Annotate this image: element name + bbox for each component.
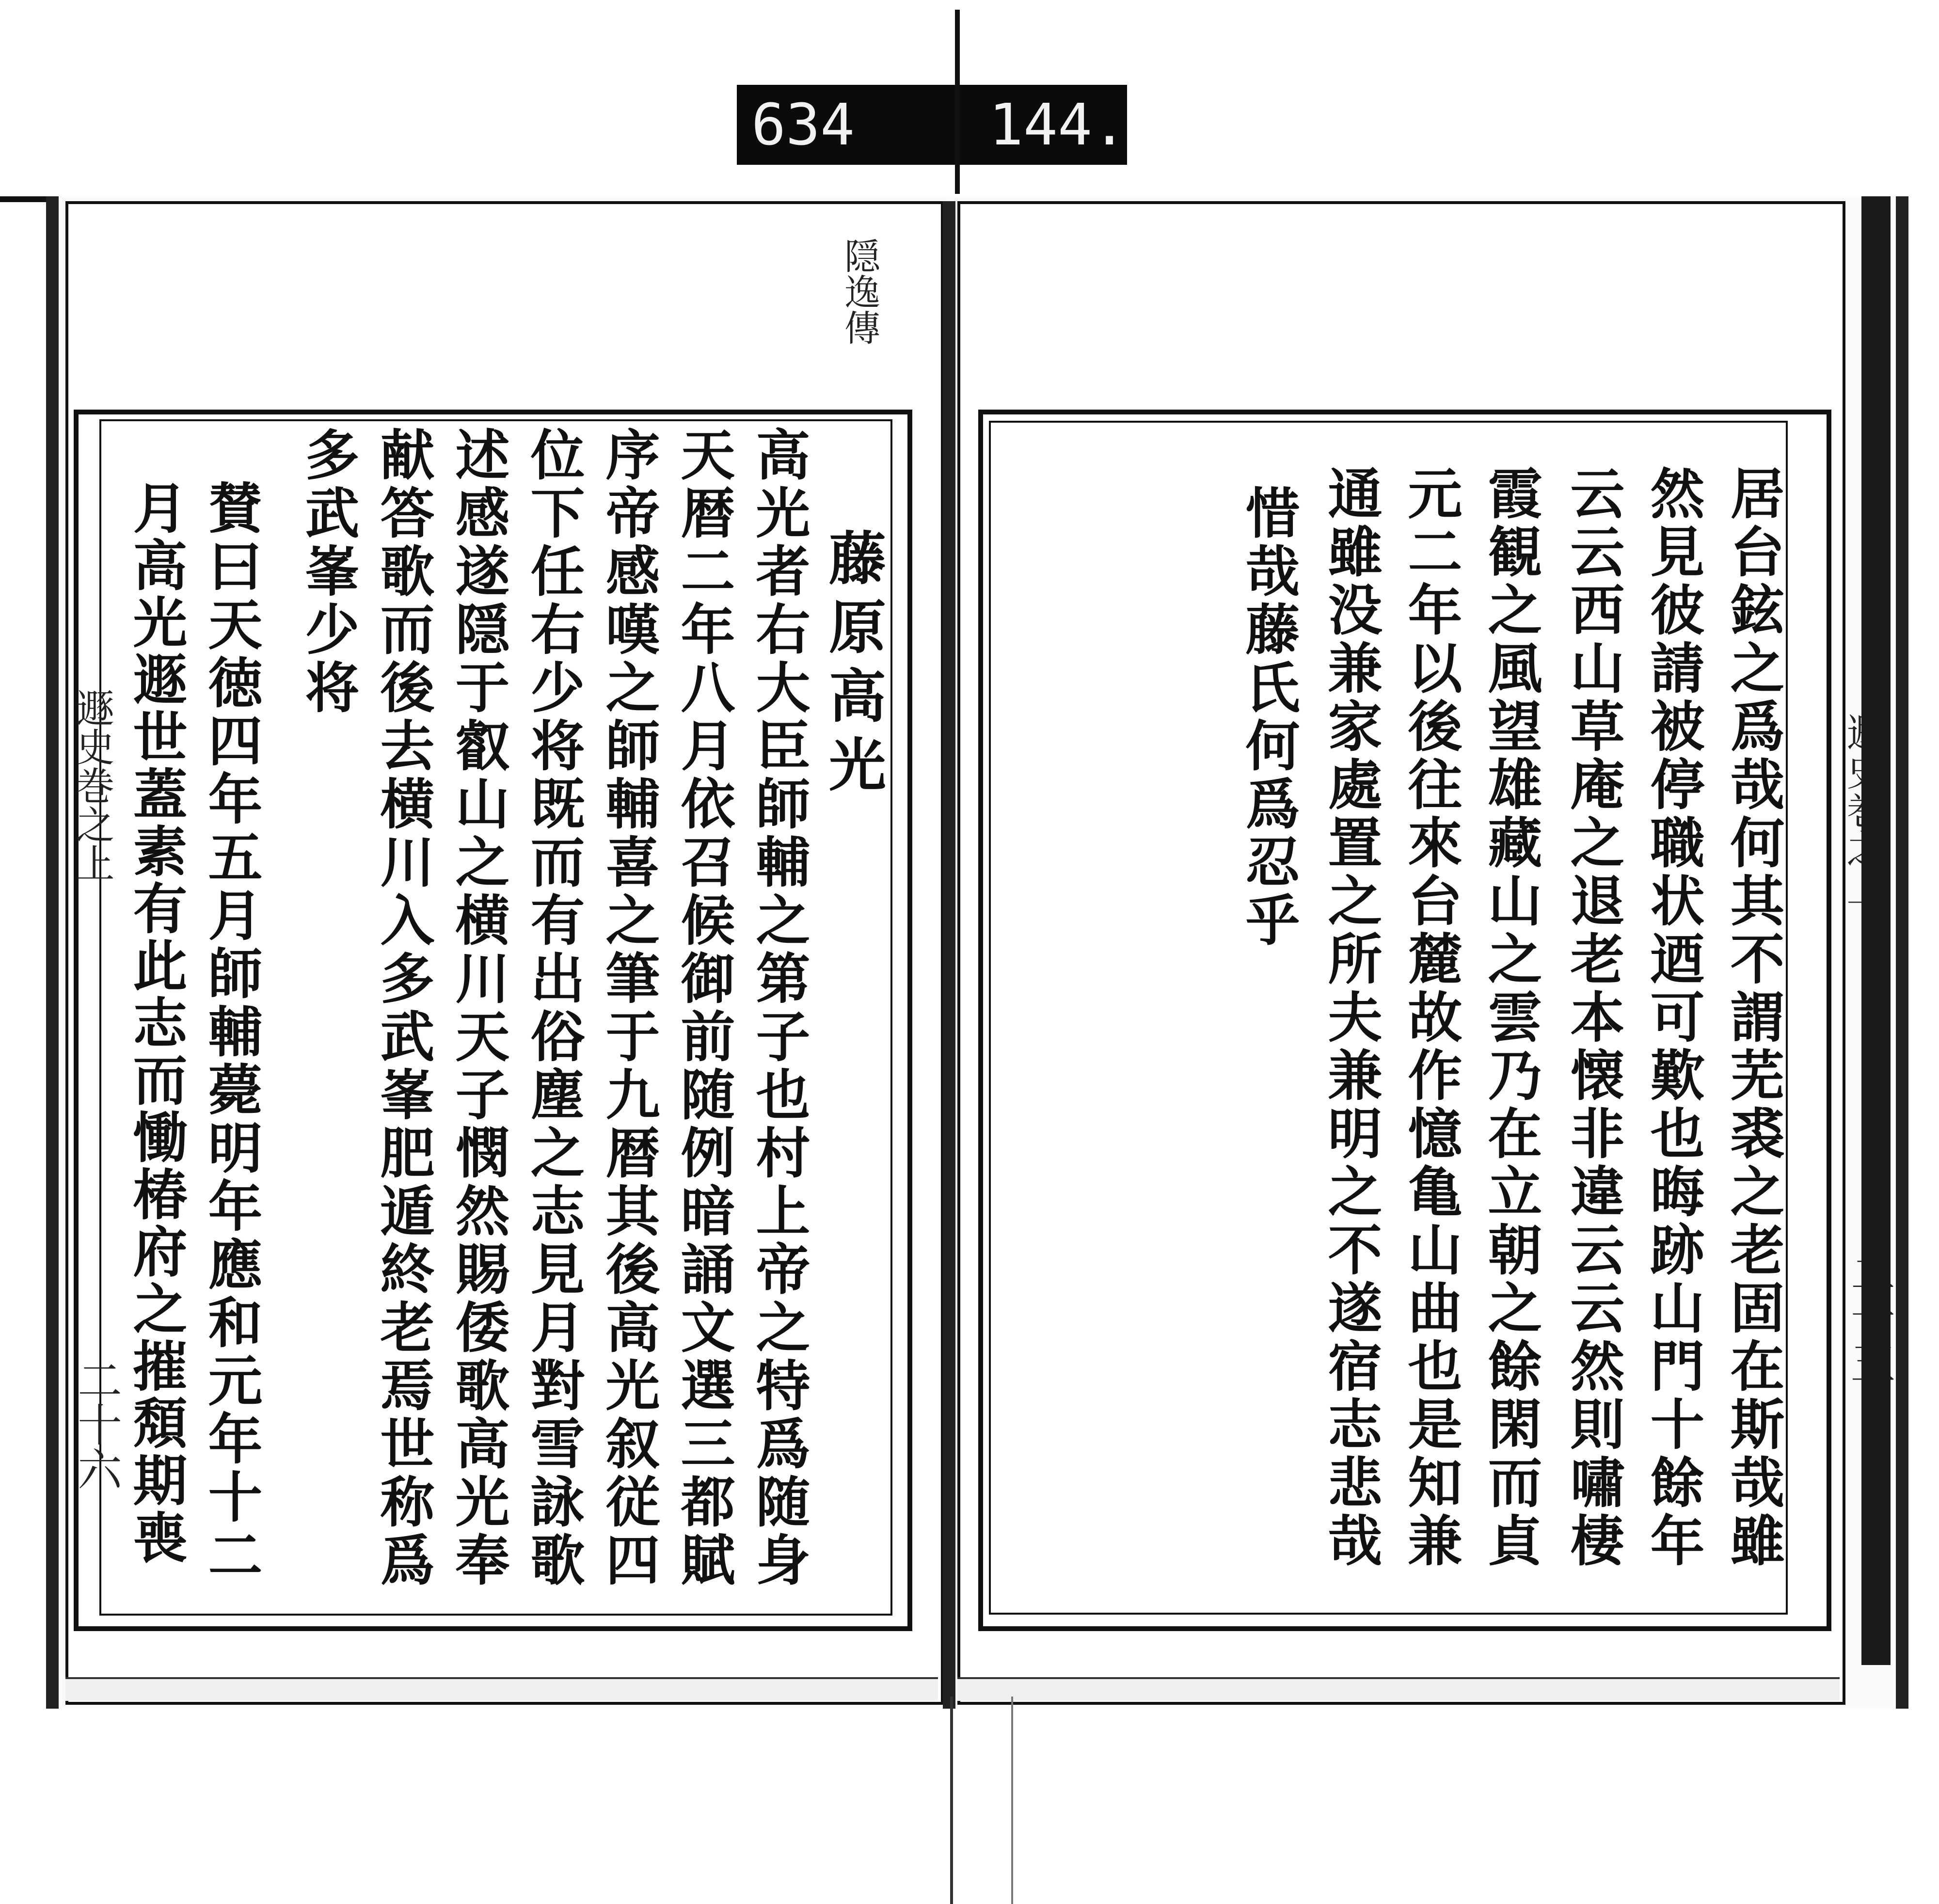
right-col-6: 通雖没兼家處置之所夫兼明之不遂宿志悲哉 bbox=[1319, 465, 1383, 1571]
left-header-note: 隠逸傳 bbox=[839, 238, 880, 345]
label-right-number: 144. bbox=[989, 91, 1127, 158]
archive-label bbox=[737, 85, 1127, 165]
left-col-3: 序帝感嘆之師輔喜之筆于九暦其後高光叙従四 bbox=[597, 427, 660, 1590]
left-col-1: 高光者右大臣師輔之第子也村上帝之特爲随身 bbox=[747, 427, 811, 1590]
left-folio: 二十六 bbox=[70, 1357, 122, 1491]
left-col-2: 天暦二年八月依召候御前随例暗誦文選三都賦 bbox=[672, 427, 735, 1590]
right-col-7: 惜哉藤氏何爲忍乎 bbox=[1237, 485, 1300, 950]
right-col-3: 云云西山草庵之退老本懐非違云云然則嘯棲 bbox=[1561, 465, 1625, 1571]
right-col-1: 居台鉉之爲哉何其不謂芜裘之老固在斯哉雖 bbox=[1721, 465, 1785, 1571]
left-col-5: 述感遂隠于叡山之横川天子憫然賜倭歌高光奉 bbox=[446, 427, 510, 1590]
left-col-8: 賛曰天徳四年五月師輔薨明年應和元年十二 bbox=[199, 480, 263, 1585]
right-col-5: 元二年以後往來台麓故作憶亀山曲也是知兼 bbox=[1399, 465, 1462, 1571]
label-left-number: 634 bbox=[751, 91, 855, 158]
left-board-edge bbox=[65, 1677, 938, 1701]
spine-below bbox=[950, 1697, 1013, 1904]
right-col-2: 然見彼請被停職状迺可歎也晦跡山門十餘年 bbox=[1641, 465, 1705, 1571]
right-board-edge bbox=[957, 1677, 1840, 1701]
right-col-4: 霞観之風望雄藏山之雲乃在立朝之餘閑而貞 bbox=[1479, 465, 1542, 1571]
left-col-4: 位下任右少将既而有出俗塵之志見月對雪詠歌 bbox=[522, 427, 585, 1590]
left-col-title: 藤原高光 bbox=[819, 528, 887, 804]
right-board bbox=[1861, 196, 1891, 1665]
left-col-7: 多武峯少将 bbox=[296, 427, 360, 717]
scan-rule-vertical bbox=[955, 10, 960, 194]
book-gutter bbox=[943, 201, 955, 1709]
left-side-title: 遯史巻之上 bbox=[69, 688, 114, 882]
left-col-9: 月高光遯世蓋素有此志而慟椿府之摧頽期喪 bbox=[124, 480, 188, 1567]
left-col-6: 献答歌而後去横川入多武峯肥遁終老焉世称爲 bbox=[371, 427, 435, 1590]
